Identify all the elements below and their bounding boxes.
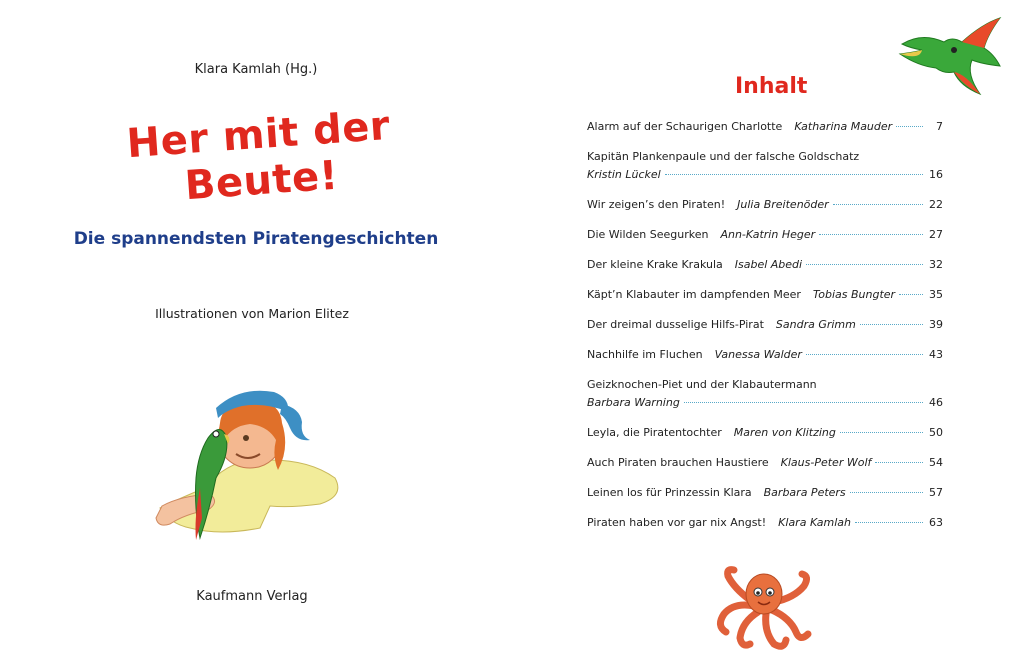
toc-entry xyxy=(587,483,943,503)
story-title: Der kleine Krake Krakula xyxy=(587,258,723,271)
page-number: 32 xyxy=(929,258,943,271)
toc-entry xyxy=(587,513,943,533)
leader-dots xyxy=(665,174,923,175)
publisher-name: Kaufmann Verlag xyxy=(196,589,308,604)
leader-dots xyxy=(850,492,923,493)
toc-entry xyxy=(587,375,943,413)
toc-entry xyxy=(587,315,943,335)
story-author: Barbara Warning xyxy=(587,396,680,409)
story-author: Julia Breitenöder xyxy=(737,198,829,211)
story-title: Wir zeigen’s den Piraten! xyxy=(587,198,726,211)
toc-entry xyxy=(587,453,943,473)
story-author: Sandra Grimm xyxy=(775,318,856,331)
leader-dots xyxy=(855,522,923,523)
leader-dots xyxy=(819,234,923,235)
parrot-illustration xyxy=(892,14,1004,100)
story-author: Kristin Lückel xyxy=(587,168,661,181)
toc-entry xyxy=(587,225,943,245)
story-author: Vanessa Walder xyxy=(714,348,802,361)
page-number: 54 xyxy=(929,456,943,469)
page-number: 27 xyxy=(929,228,943,241)
story-title: Auch Piraten brauchen Haustiere xyxy=(587,456,769,469)
page-number: 46 xyxy=(929,396,943,409)
story-title: Die Wilden Seegurken xyxy=(587,228,709,241)
octopus-illustration xyxy=(704,562,820,654)
toc-entry xyxy=(587,117,943,137)
leader-dots xyxy=(840,432,923,433)
leader-dots xyxy=(899,294,923,295)
leader-dots xyxy=(860,324,923,325)
book-subtitle: Die spannendsten Piratengeschichten xyxy=(73,229,439,249)
story-title: Leinen los für Prinzessin Klara xyxy=(587,486,752,499)
story-author: Tobias Bungter xyxy=(812,288,896,301)
story-title: Nachhilfe im Fluchen xyxy=(587,348,703,361)
page-number: 43 xyxy=(929,348,943,361)
story-title: Leyla, die Piratentochter xyxy=(587,426,722,439)
page-number: 57 xyxy=(929,486,943,499)
leader-dots xyxy=(833,204,923,205)
story-title: Kapitän Plankenpaule und der falsche Goldschatz xyxy=(587,150,860,163)
leader-dots xyxy=(875,462,923,463)
page-number: 16 xyxy=(929,168,943,181)
leader-dots xyxy=(896,126,923,127)
toc-entry xyxy=(587,345,943,365)
leader-dots xyxy=(806,354,923,355)
page-number: 35 xyxy=(929,288,943,301)
toc-entry xyxy=(587,195,943,215)
story-title: Piraten haben vor gar nix Angst! xyxy=(587,516,767,529)
toc-entry xyxy=(587,423,943,443)
pirate-with-parrot-illustration xyxy=(150,378,350,548)
story-author: Klaus-Peter Wolf xyxy=(780,456,872,469)
leader-dots xyxy=(684,402,923,403)
leader-dots xyxy=(806,264,923,265)
page-number: 63 xyxy=(929,516,943,529)
table-of-contents xyxy=(587,117,943,533)
story-author: Ann-Katrin Heger xyxy=(720,228,816,241)
toc-entry xyxy=(587,285,943,305)
story-author: Klara Kamlah xyxy=(778,516,851,529)
story-author: Maren von Klitzing xyxy=(733,426,836,439)
page-number: 50 xyxy=(929,426,943,439)
toc-entry xyxy=(587,255,943,275)
illustrator-credit: Illustrationen von Marion Elitez xyxy=(155,306,349,321)
page-number: 22 xyxy=(929,198,943,211)
story-title: Geizknochen-Piet und der Klabautermann xyxy=(587,378,817,391)
toc-entry xyxy=(587,147,943,185)
editor-name: Klara Kamlah (Hg.) xyxy=(194,62,318,77)
page-number: 39 xyxy=(929,318,943,331)
page-number: 7 xyxy=(936,120,943,133)
story-author: Isabel Abedi xyxy=(734,258,803,271)
story-title: Der dreimal dusselige Hilfs-Pirat xyxy=(587,318,764,331)
contents-heading: Inhalt xyxy=(735,74,808,99)
story-author: Barbara Peters xyxy=(763,486,846,499)
story-title: Alarm auf der Schaurigen Charlotte xyxy=(587,120,783,133)
book-title: Her mit der Beute! xyxy=(125,102,392,210)
story-author: Katharina Mauder xyxy=(794,120,893,133)
story-title: Käpt’n Klabauter im dampfenden Meer xyxy=(587,288,801,301)
